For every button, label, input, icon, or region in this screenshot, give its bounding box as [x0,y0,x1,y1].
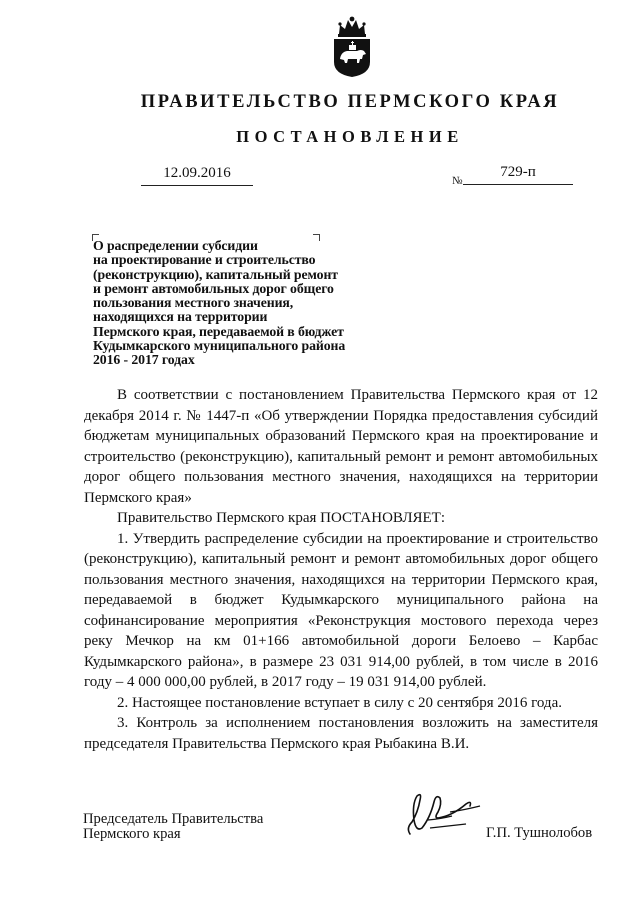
subject-line: на проектирование и строительство [93,252,316,268]
position-line: Пермского края [83,826,181,842]
document-date: 12.09.2016 [163,165,231,181]
number-sign: № [452,175,463,187]
handwritten-signature [400,782,496,842]
subject-line: (реконструкцию), капитальный ремонт [93,266,338,282]
date-underline [141,185,253,186]
signatory-position [83,812,263,842]
body-paragraph: 2. Настоящее постановление вступает в силу с 20 сентября 2016 года. [117,694,562,711]
document-number: 729-п [500,164,536,180]
subject-line: Кудымкарского муниципального района [93,338,346,354]
body-paragraph: Правительство Пермского края ПОСТАНОВЛЯЕТ: [117,510,446,526]
signatory-name: Г.П. Тушнолобов [486,825,593,841]
subject-line: 2016 - 2017 годах [93,352,195,368]
subject-line: О распределении субсидии [93,238,258,253]
subject-line: находящихся на территории [93,309,268,325]
document-subject [93,239,393,368]
number-underline [463,184,573,185]
subject-line: и ремонт автомобильных дорог общего [93,280,334,296]
body-paragraph: 1. Утвердить распределение субсидии на проектирование и строительство (реконструкцию), капитальный ремонт и ремонт автомобильных дорог общего пользования местного значения, находящихся на территории Пермского края, передаваемой в бюджет Кудымкарского муниципального района на софинансирование мероприятия «Реконструкция мостового перехода через реку Мечкор на км 01+166 автомобильной дороги Белоево – Карбас Кудымкарского района», в размере 23 031 914,00 рублей, в том числе в 2016 году – 4 000 000,00 рублей, в 2017 году – 19 031 914,00 рублей. [84,530,598,690]
document-body [84,385,598,754]
document-type: ПОСТАНОВЛЕНИЕ [236,127,464,146]
subject-line: Пермского края, передаваемой в бюджет [93,323,344,339]
body-paragraph: 3. Контроль за исполнением постановления возложить на заместителя председателя Правительства Пермского края Рыбакина В.И. [84,715,598,752]
body-paragraph: В соответствии с постановлением Правительства Пермского края от 12 декабря 2014 г. № 1447-п «Об утверждении Порядка предоставления субсидий бюджетам муниципальных образований Пермского края на проектирование и строительство (реконструкцию), капитальный ремонт и ремонт автомобильных дорог общего пользования местного значения, находящихся на территории Пермского края» [84,387,598,506]
position-line: Председатель Правительства [83,811,264,827]
subject-line: пользования местного значения, [93,295,294,311]
coat-of-arms-icon [331,14,373,78]
government-title: ПРАВИТЕЛЬСТВО ПЕРМСКОГО КРАЯ [140,92,560,112]
